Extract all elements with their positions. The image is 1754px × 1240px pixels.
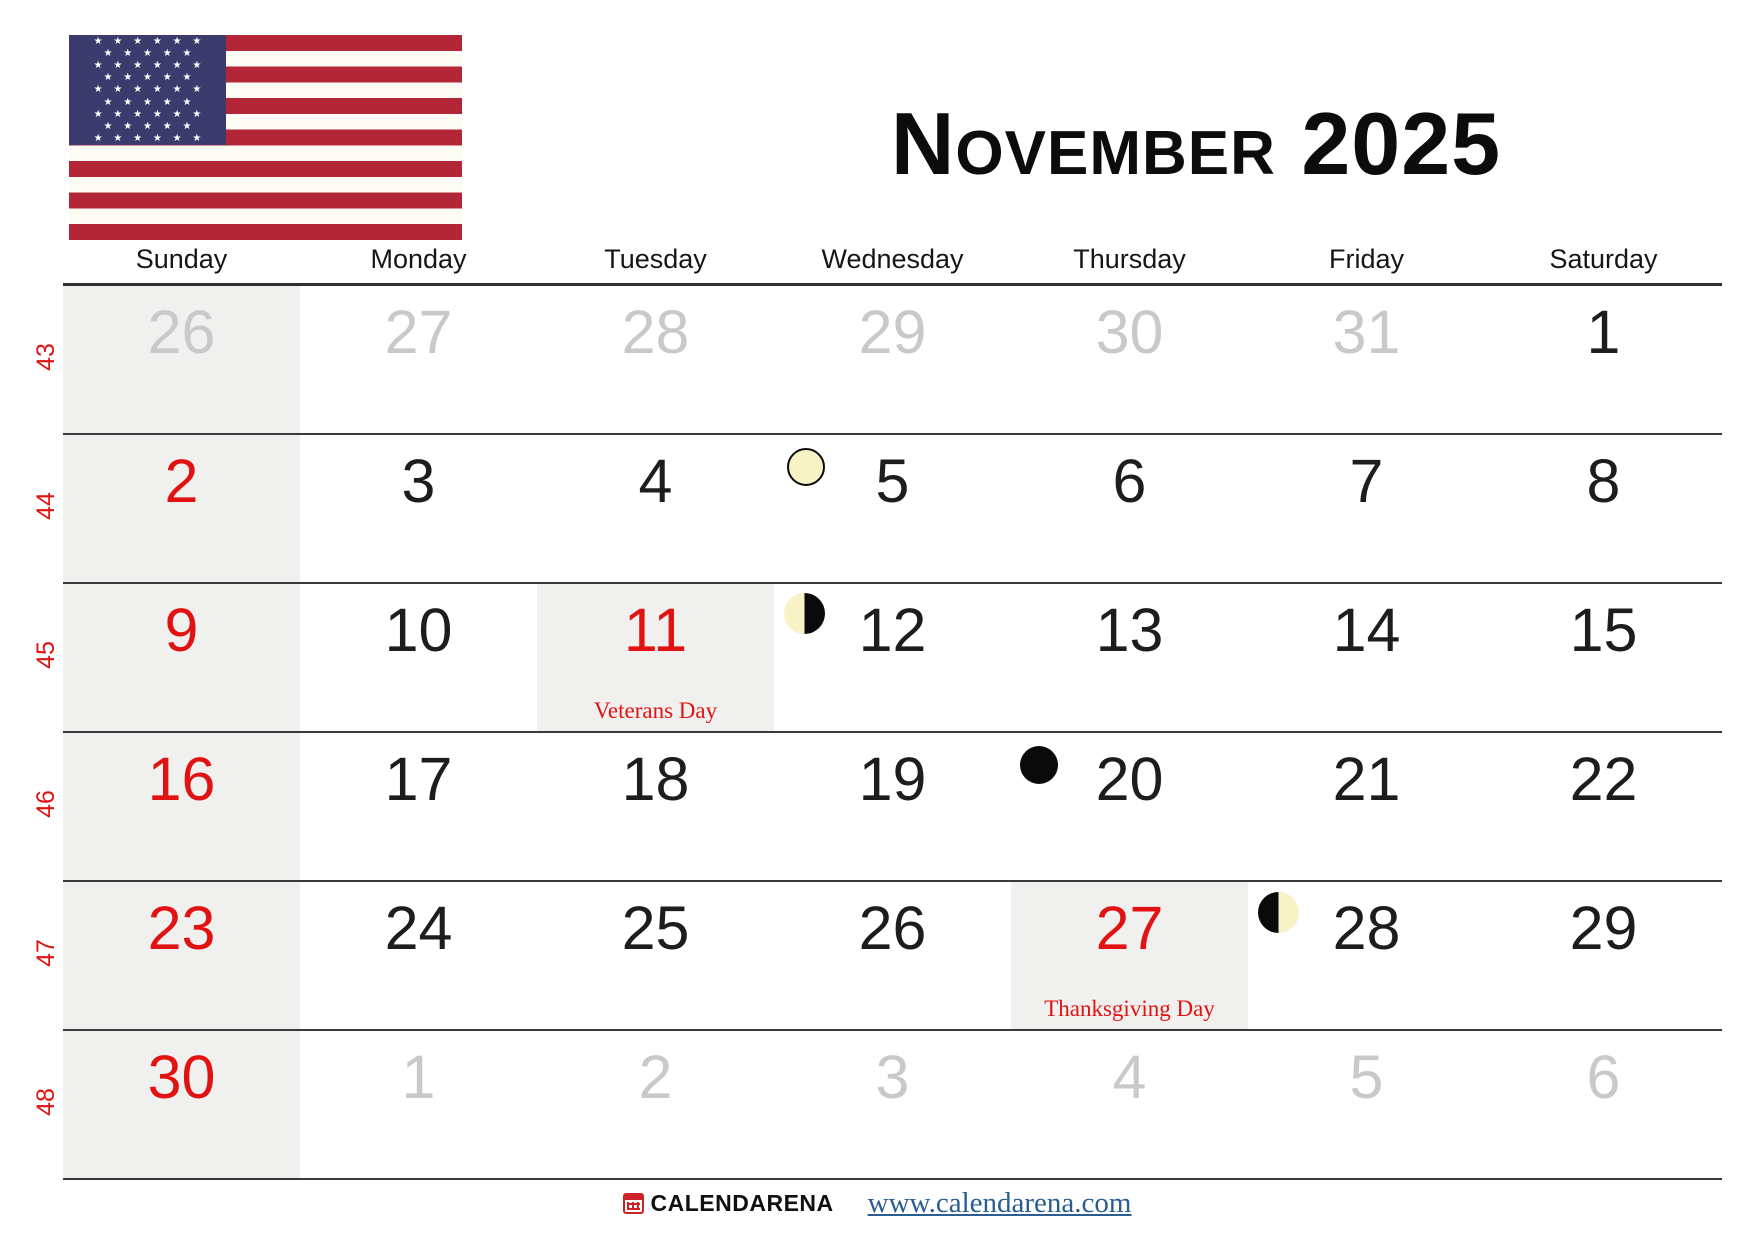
- new-moon-icon: [1020, 746, 1058, 784]
- day-cell: [1248, 584, 1485, 733]
- day-cell: [1485, 882, 1722, 1031]
- day-cell: [774, 882, 1011, 1031]
- day-cell: [63, 733, 300, 882]
- flag-stars: ★ ★ ★ ★ ★ ★: [93, 108, 202, 120]
- day-number: 25: [621, 894, 690, 962]
- day-number: 16: [147, 745, 216, 813]
- day-number: 28: [621, 298, 690, 366]
- first-quarter-moon-icon: [1258, 892, 1299, 933]
- flag-stars: ★ ★ ★ ★ ★ ★: [93, 84, 202, 96]
- day-cell: [537, 1031, 774, 1180]
- week-number-45: 45: [32, 641, 60, 669]
- day-cell: [300, 882, 537, 1031]
- flag-stars: ★ ★ ★ ★ ★ ★: [93, 60, 202, 72]
- flag-stars: ★ ★ ★ ★ ★ ★: [93, 132, 202, 144]
- day-number: 5: [875, 447, 910, 515]
- day-cell: [1248, 286, 1485, 435]
- day-cell: [537, 733, 774, 882]
- us-flag: [69, 35, 462, 240]
- day-number: 22: [1569, 745, 1638, 813]
- day-number: 17: [384, 745, 453, 813]
- day-cell: [1248, 733, 1485, 882]
- day-cell-veterans-day: [537, 584, 774, 733]
- website-link[interactable]: www.calendarena.com: [867, 1186, 1132, 1219]
- weekday-label-sunday: Sunday: [135, 244, 228, 274]
- day-number: 23: [147, 894, 216, 962]
- weekday-label-tuesday: Tuesday: [604, 244, 707, 274]
- day-cell: [774, 584, 1011, 733]
- full-moon-icon: [787, 448, 825, 486]
- day-cell: [1248, 435, 1485, 584]
- day-cell: [774, 435, 1011, 584]
- day-number: 12: [858, 596, 927, 664]
- day-number: 13: [1095, 596, 1164, 664]
- week-number-43: 43: [32, 343, 60, 371]
- day-number: 9: [164, 596, 199, 664]
- day-cell: [1248, 882, 1485, 1031]
- day-cell: [1011, 435, 1248, 584]
- day-number: 30: [1095, 298, 1164, 366]
- calendar-grid: [63, 283, 1722, 1180]
- day-cell: [1011, 584, 1248, 733]
- week-number-46: 46: [32, 790, 60, 818]
- calendar-icon: [623, 1193, 644, 1214]
- day-cell: [1485, 733, 1722, 882]
- day-cell: [63, 286, 300, 435]
- day-number: 3: [875, 1043, 910, 1111]
- flag-stars: ★ ★ ★ ★ ★: [103, 72, 192, 84]
- week-number-48: 48: [32, 1088, 60, 1116]
- day-number: 29: [858, 298, 927, 366]
- day-number: 24: [384, 894, 453, 962]
- day-number: 4: [638, 447, 673, 515]
- day-number: 2: [164, 447, 199, 515]
- day-cell: [1485, 584, 1722, 733]
- flag-stars: ★ ★ ★ ★ ★: [103, 96, 192, 108]
- day-cell: [1248, 1031, 1485, 1180]
- brand-name: CALENDARENA: [650, 1189, 834, 1216]
- flag-stars: ★ ★ ★ ★ ★: [103, 120, 192, 132]
- day-cell: [300, 286, 537, 435]
- day-cell: [300, 1031, 537, 1180]
- week-number-44: 44: [32, 492, 60, 520]
- day-number: 6: [1586, 1043, 1621, 1111]
- last-quarter-moon-icon: [784, 593, 825, 634]
- flag-stars: ★ ★ ★ ★ ★: [103, 48, 192, 60]
- day-number: 2: [638, 1043, 673, 1111]
- week-number-47: 47: [32, 939, 60, 967]
- day-number: 30: [147, 1043, 216, 1111]
- day-cell: [537, 882, 774, 1031]
- day-number: 26: [147, 298, 216, 366]
- day-number: 1: [1586, 298, 1621, 366]
- day-number: 27: [384, 298, 453, 366]
- day-number: 20: [1095, 745, 1164, 813]
- day-cell: [1011, 1031, 1248, 1180]
- day-number: 7: [1349, 447, 1384, 515]
- weekday-label-wednesday: Wednesday: [821, 244, 964, 274]
- day-number: 10: [384, 596, 453, 664]
- day-number: 14: [1332, 596, 1401, 664]
- day-cell: [774, 286, 1011, 435]
- day-cell: [1485, 286, 1722, 435]
- day-number: 1: [401, 1043, 436, 1111]
- flag-stars: ★ ★ ★ ★ ★ ★: [93, 36, 202, 48]
- weekday-label-monday: Monday: [370, 244, 467, 274]
- day-cell: [63, 882, 300, 1031]
- weekday-label-friday: Friday: [1328, 244, 1404, 274]
- day-number: 27: [1095, 894, 1164, 962]
- day-cell: [774, 733, 1011, 882]
- day-cell: [1011, 733, 1248, 882]
- day-number: 29: [1569, 894, 1638, 962]
- day-cell: [63, 584, 300, 733]
- day-number: 11: [623, 596, 688, 664]
- month-title: November 2025: [890, 94, 1502, 193]
- day-number: 6: [1112, 447, 1147, 515]
- brand: [623, 1190, 834, 1217]
- footer: [0, 1183, 1754, 1223]
- weekday-header-row: [63, 244, 1722, 282]
- day-number: 26: [858, 894, 927, 962]
- holiday-label: Thanksgiving Day: [1044, 996, 1215, 1021]
- day-cell: [1011, 286, 1248, 435]
- day-number: 21: [1332, 745, 1401, 813]
- flag-canton: [69, 35, 226, 145]
- day-number: 5: [1349, 1043, 1384, 1111]
- weekday-label-thursday: Thursday: [1073, 244, 1186, 274]
- day-cell: [63, 1031, 300, 1180]
- day-number: 19: [858, 745, 927, 813]
- day-cell-thanksgiving-day: [1011, 882, 1248, 1031]
- day-number: 28: [1332, 894, 1401, 962]
- day-number: 3: [401, 447, 436, 515]
- day-number: 31: [1332, 298, 1401, 366]
- day-cell: [537, 435, 774, 584]
- day-number: 15: [1569, 596, 1638, 664]
- day-cell: [1485, 435, 1722, 584]
- day-number: 4: [1112, 1043, 1147, 1111]
- holiday-label: Veterans Day: [593, 698, 718, 723]
- day-cell: [300, 733, 537, 882]
- day-cell: [1485, 1031, 1722, 1180]
- day-number: 8: [1586, 447, 1621, 515]
- weekday-label-saturday: Saturday: [1549, 244, 1658, 274]
- day-cell: [300, 435, 537, 584]
- day-cell: [774, 1031, 1011, 1180]
- day-cell: [63, 435, 300, 584]
- day-cell: [300, 584, 537, 733]
- day-number: 18: [621, 745, 690, 813]
- day-cell: [537, 286, 774, 435]
